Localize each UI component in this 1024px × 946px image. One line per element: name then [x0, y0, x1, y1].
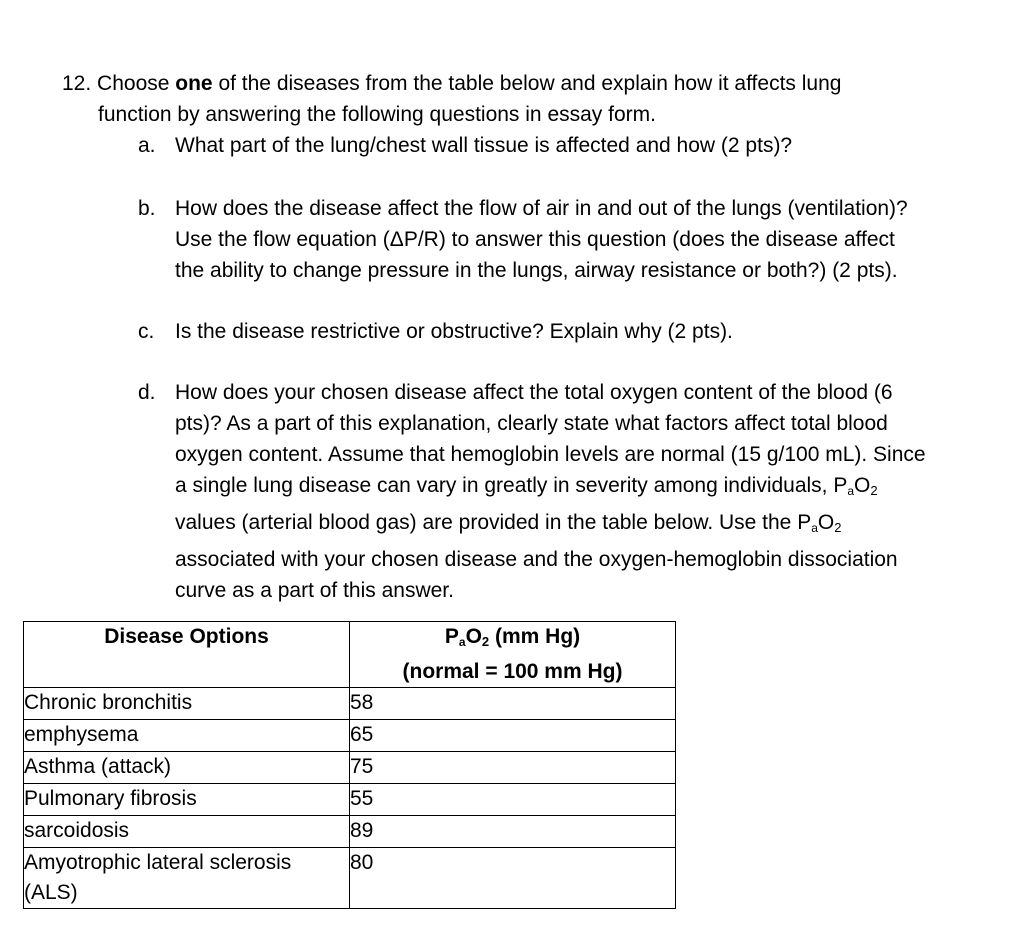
emphasis-one: one — [175, 72, 213, 95]
part-d-line: associated with your chosen disease and the oxygen-hemoglobin dissociation — [175, 548, 898, 571]
pao2-cell: 89 — [350, 816, 676, 848]
header-disease-options: Disease Options — [24, 622, 350, 688]
disease-cell: Chronic bronchitis — [24, 688, 350, 720]
table-row — [24, 720, 676, 752]
header-pao2: $P_aO_2$ (mm Hg) (normal = 100 mm Hg) — [350, 622, 676, 688]
part-b-line: How does the disease affect the flow of air in and out of the lungs (ventilation)? — [175, 197, 908, 220]
part-d-line: How does your chosen disease affect the total oxygen content of the blood (6 — [175, 381, 893, 404]
disease-cell: sarcoidosis — [24, 816, 350, 848]
table-row — [24, 752, 676, 784]
table-row — [24, 688, 676, 720]
part-c-label: c. — [138, 320, 155, 343]
disease-table — [23, 621, 676, 909]
table-row — [24, 816, 676, 848]
part-d-line: values (arterial blood gas) are provided in the table below. Use the $P_aO_2$ — [175, 511, 842, 535]
part-d-line: curve as a part of this answer. — [175, 579, 454, 602]
part-b-line: Use the flow equation (ΔP/R) to answer this question (does the disease affect — [175, 228, 895, 251]
question-intro-line1: 12. Choose one of the diseases from the table below and explain how it affects lung — [62, 72, 842, 95]
part-d-label: d. — [138, 381, 156, 404]
part-d-line: oxygen content. Assume that hemoglobin levels are normal (15 g/100 mL). Since — [175, 443, 926, 466]
pao2-cell: 65 — [350, 720, 676, 752]
question-number: 12. — [62, 72, 92, 95]
part-d-line: a single lung disease can vary in greatly in severity among individuals, $P_aO_2$ — [175, 474, 878, 498]
pao2-cell: 58 — [350, 688, 676, 720]
disease-cell: Pulmonary fibrosis — [24, 784, 350, 816]
part-d-line: pts)? As a part of this explanation, clearly state what factors affect total blood — [175, 412, 888, 435]
part-c-line: Is the disease restrictive or obstructive? Explain why (2 pts). — [175, 320, 733, 343]
pao2-cell: 75 — [350, 752, 676, 784]
disease-cell: Amyotrophic lateral sclerosis (ALS) — [24, 848, 350, 909]
table-row — [24, 848, 676, 909]
part-b-label: b. — [138, 197, 156, 220]
part-b-line: the ability to change pressure in the lungs, airway resistance or both?) (2 pts). — [175, 259, 898, 282]
table-header-row — [24, 622, 676, 688]
table-row — [24, 784, 676, 816]
pao2-cell: 80 — [350, 848, 676, 909]
pao2-cell: 55 — [350, 784, 676, 816]
part-a-line: What part of the lung/chest wall tissue is affected and how (2 pts)? — [175, 134, 793, 157]
question-intro-line2: function by answering the following questions in essay form. — [98, 103, 656, 126]
question-12 — [62, 68, 1002, 130]
disease-cell: emphysema — [24, 720, 350, 752]
part-a-label: a. — [138, 134, 156, 157]
disease-cell: Asthma (attack) — [24, 752, 350, 784]
